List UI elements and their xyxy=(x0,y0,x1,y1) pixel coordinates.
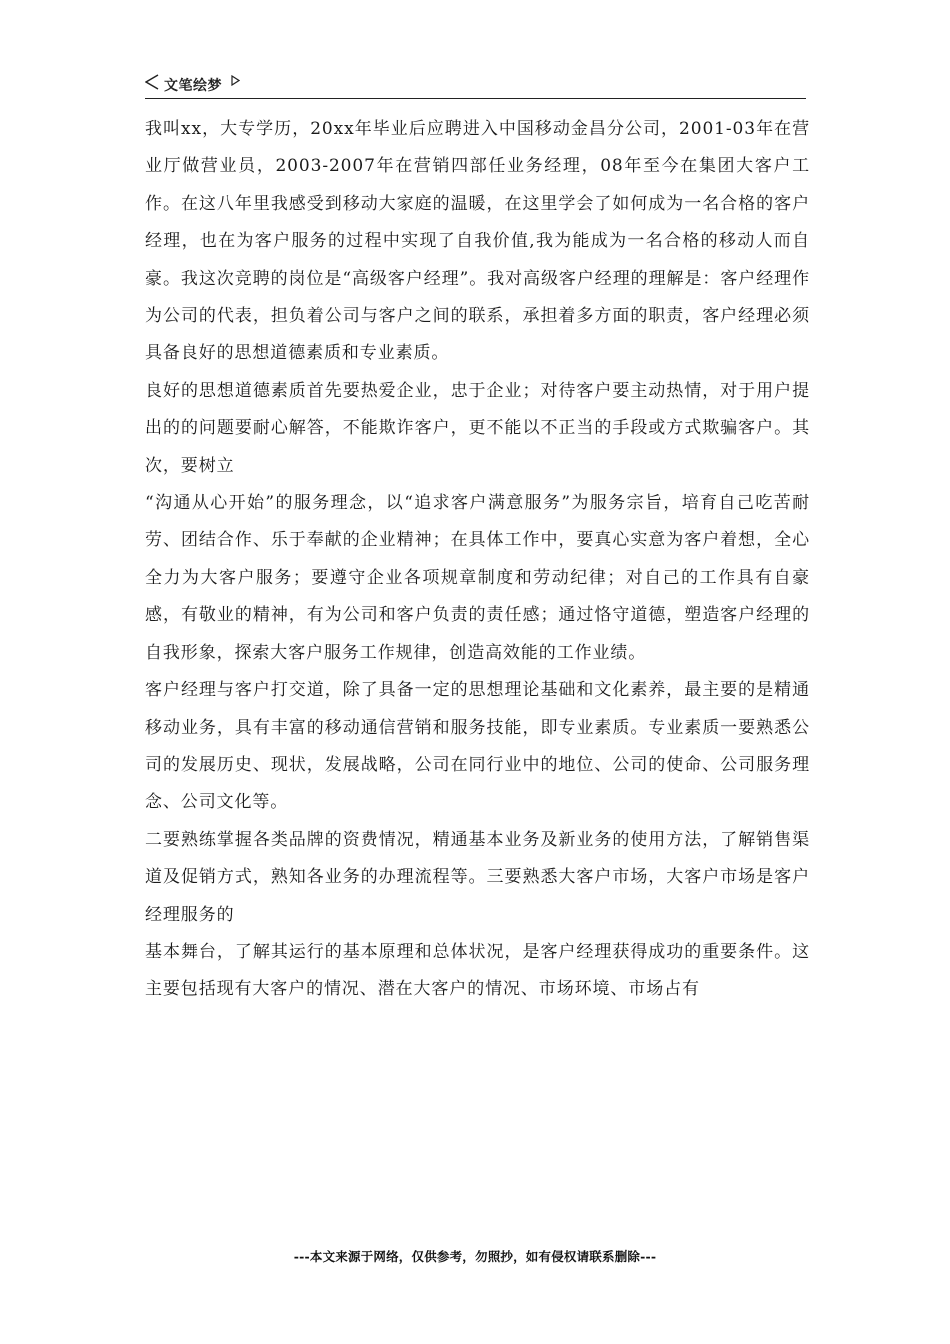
paragraph-professional-quality: 客户经理与客户打交道，除了具备一定的思想理论基础和文化素养，最主要的是精通移动业务，具有丰富的移动通信营销和服务技能，即专业素质。专业素质一要熟悉公司的发展历史、现状，发展战略，公司在同行业中的地位、公司的使命、公司服务理念、公司文化等。 xyxy=(145,680,810,813)
document-body xyxy=(145,111,810,1009)
page-header xyxy=(145,72,806,99)
right-triangle-icon xyxy=(231,75,240,86)
footer-disclaimer: ---本文来源于网络，仅供参考，勿照抄，如有侵权请联系删除--- xyxy=(293,1249,657,1264)
left-triangle-icon xyxy=(145,74,159,90)
paragraph-moral-quality: 良好的思想道德素质首先要热爱企业，忠于企业；对待客户要主动热情，对于用户提出的的问题要耐心解答，不能欺诈客户，更不能以不正当的手段或方式欺骗客户。其次，要树立 xyxy=(145,380,810,476)
paragraph-product-knowledge: 二要熟练掌握各类品牌的资费情况，精通基本业务及新业务的使用方法，了解销售渠道及促销方式，熟知各业务的办理流程等。三要熟悉大客户市场，大客户市场是客户经理服务的 xyxy=(145,829,810,925)
paragraph-service-concept: “沟通从心开始”的服务理念，以“追求客户满意服务”为服务宗旨，培育自己吃苦耐劳、团结合作、乐于奉献的企业精神；在具体工作中，要真心实意为客户着想，全心全力为大客户服务；要遵守企业各项规章制度和劳动纪律；对自己的工作具有自豪感，有敬业的精神，有为公司和客户负责的责任感；通过恪守道德，塑造客户经理的自我形象，探索大客户服务工作规律，创造高效能的工作业绩。 xyxy=(145,493,810,663)
paragraph-market-knowledge: 基本舞台，了解其运行的基本原理和总体状况，是客户经理获得成功的重要条件。这主要包括现有大客户的情况、潜在大客户的情况、市场环境、市场占有 xyxy=(145,941,810,1000)
header-title: 文笔绘梦 xyxy=(164,78,222,94)
paragraph-intro: 我叫xx，大专学历，20xx年毕业后应聘进入中国移动金昌分公司，2001-03年在营业厅做营业员，2003-2007年在营销四部任业务经理，08年至今在集团大客户工作。在这八年里我感受到移动大家庭的温暖，在这里学会了如何成为一名合格的客户经理，也在为客户服务的过程中实现了自我价值,我为能成为一名合格的移动人而自豪。我这次竞聘的岗位是“高级客户经理”。我对高级客户经理的理解是：客户经理作为公司的代表，担负着公司与客户之间的联系，承担着多方面的职责，客户经理必须具备良好的思想道德素质和专业素质。 xyxy=(145,119,810,364)
